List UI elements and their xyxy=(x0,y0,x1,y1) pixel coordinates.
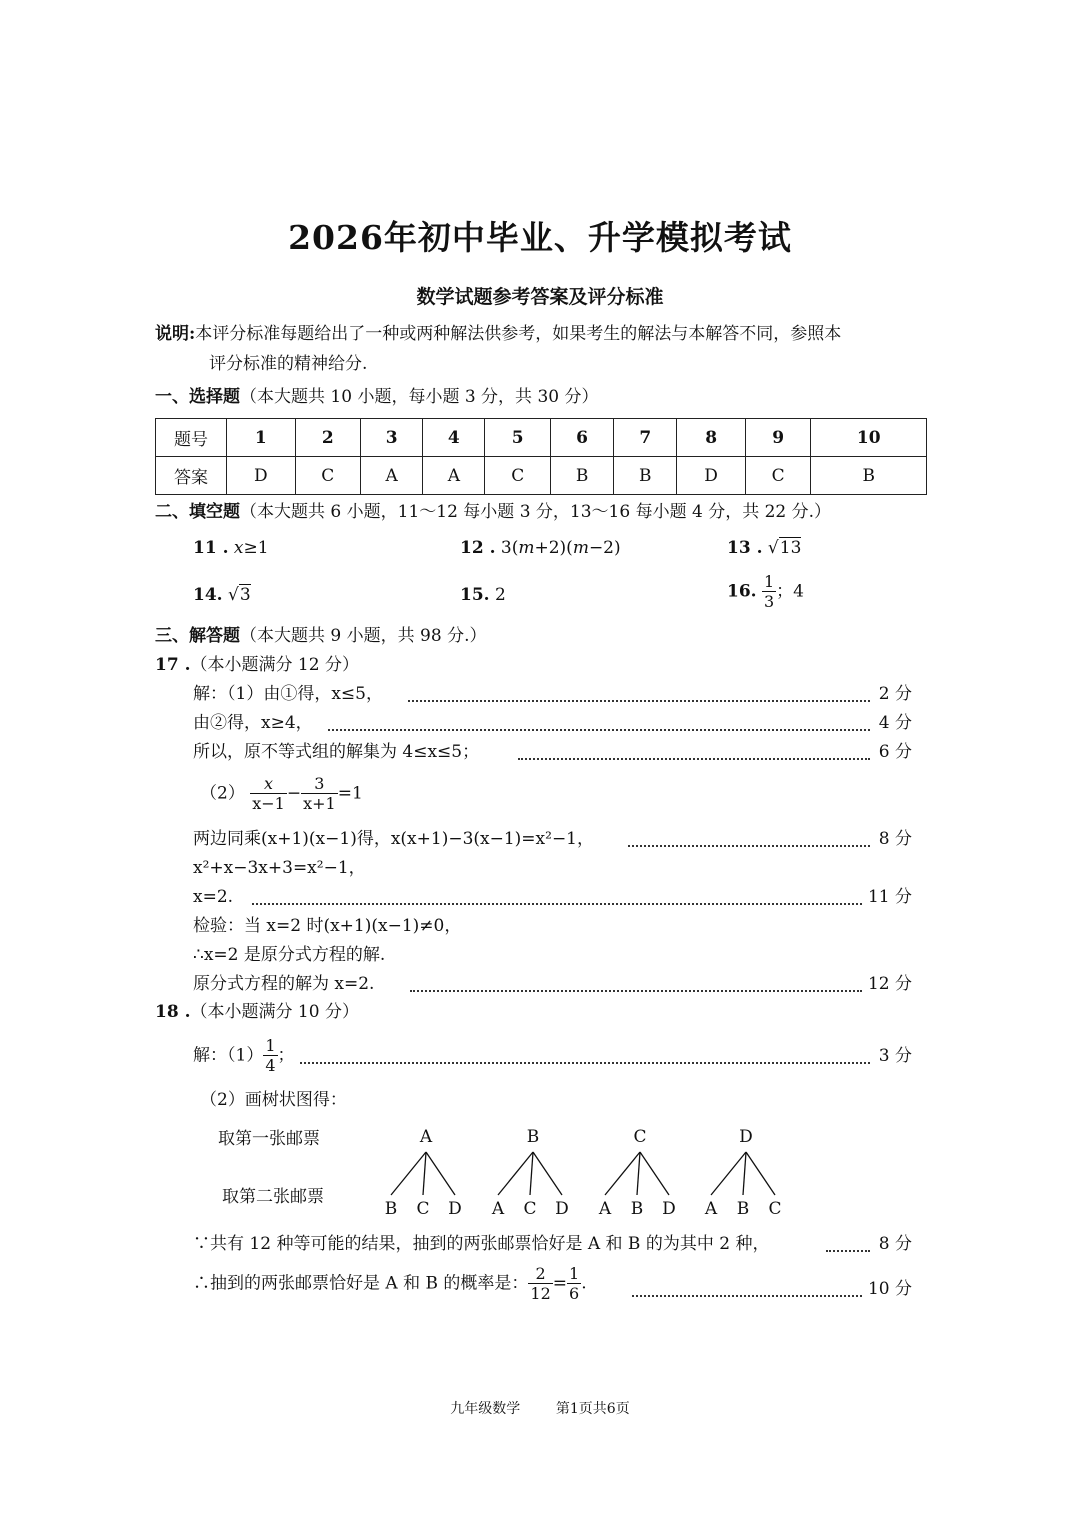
period: . xyxy=(581,1273,587,1294)
q18-prob-fraction-2 xyxy=(567,1264,581,1303)
leader-dots xyxy=(300,1062,870,1064)
tree-node-second: D xyxy=(555,1199,569,1219)
tree-branch xyxy=(391,1152,426,1195)
fill-q11-num: 11 . xyxy=(193,538,229,558)
tree-node-first: B xyxy=(526,1127,540,1147)
section1-desc: （本大题共 10 小题，每小题 3 分，共 30 分） xyxy=(240,387,599,407)
fill-q11-answer: ≥1 xyxy=(243,538,269,558)
q18-heading xyxy=(155,1000,359,1024)
leader-dots xyxy=(410,990,862,992)
note-line1 xyxy=(155,322,841,346)
tree-branch xyxy=(746,1152,775,1195)
tree-node-second: C xyxy=(523,1199,537,1219)
page-title: 2026年初中毕业、升学模拟考试 xyxy=(288,218,792,257)
table-header-answer: 答案 xyxy=(156,457,227,495)
section3-heading xyxy=(155,624,486,648)
fill-q12-part: 3( xyxy=(500,538,519,558)
fraction-numerator: 1 xyxy=(569,1264,580,1283)
fill-q16-fraction xyxy=(762,572,776,611)
fill-q11-var: x xyxy=(233,538,244,558)
tree-node-second: C xyxy=(416,1199,430,1219)
tree-node-second: A xyxy=(491,1199,505,1219)
score-label: 2 分 xyxy=(878,684,912,704)
tree-branch xyxy=(743,1152,746,1195)
table-cell: B xyxy=(551,457,614,495)
q18-header: （本小题满分 10 分） xyxy=(190,1002,359,1022)
tree-node-first: C xyxy=(633,1127,647,1147)
q17-line9: 原分式方程的解为 x=2. xyxy=(193,974,375,994)
section3-desc: （本大题共 9 小题，共 98 分.） xyxy=(240,626,487,646)
leader-dots xyxy=(826,1250,870,1252)
q17-header: （本小题满分 12 分） xyxy=(190,655,359,675)
minus-sign: − xyxy=(286,783,302,804)
score-label: 10 分 xyxy=(867,1279,912,1299)
q18-part1 xyxy=(193,1036,295,1075)
fill-q13-radicand: 13 xyxy=(779,538,802,558)
equals-sign: = xyxy=(552,1273,567,1294)
q17-number: 17 . xyxy=(155,655,191,675)
q17-line7: 检验：当 x=2 时(x+1)(x−1)≠0， xyxy=(193,916,462,936)
q18-line2-text: ∴抽到的两张邮票恰好是 A 和 B 的概率是： xyxy=(193,1273,529,1294)
table-row-numbers xyxy=(156,419,927,457)
fraction-denominator: 3 xyxy=(763,592,775,611)
tree-branch xyxy=(533,1152,562,1195)
q17-line4: 两边同乘(x+1)(x−1)得，x(x+1)−3(x−1)=x²−1， xyxy=(193,829,595,849)
fill-q11 xyxy=(193,536,269,560)
tree-branch xyxy=(498,1152,533,1195)
table-cell: 2 xyxy=(295,419,361,457)
section1-label: 一、选择题 xyxy=(155,387,240,407)
table-cell: 5 xyxy=(485,419,551,457)
leader-dots xyxy=(628,845,870,847)
table-cell: 10 xyxy=(811,419,927,457)
fraction-denominator: x−1 xyxy=(252,794,285,813)
fraction-numerator: 1 xyxy=(265,1036,276,1055)
tree-branch xyxy=(605,1152,640,1195)
table-cell: C xyxy=(745,457,811,495)
tree-branch xyxy=(640,1152,669,1195)
tree-node-second: B xyxy=(384,1199,398,1219)
leader-dots xyxy=(252,903,862,905)
score-label: 8 分 xyxy=(878,829,912,849)
fill-q13-num: 13 . xyxy=(727,538,763,558)
fraction-numerator: x xyxy=(250,774,287,794)
table-cell: 6 xyxy=(551,419,614,457)
note-label: 说明: xyxy=(155,324,196,344)
fill-q14-num: 14. xyxy=(193,585,223,605)
score-label: 4 分 xyxy=(878,713,912,733)
table-cell: C xyxy=(485,457,551,495)
table-cell: A xyxy=(361,457,423,495)
q18-line2 xyxy=(193,1264,587,1303)
note-text1: 本评分标准每题给出了一种或两种解法供参考，如果考生的解法与本解答不同，参照本 xyxy=(195,324,842,344)
tree-node-second: A xyxy=(704,1199,718,1219)
leader-dots xyxy=(328,729,870,731)
page-subtitle: 数学试题参考答案及评分标准 xyxy=(416,286,664,308)
fill-q15 xyxy=(460,583,506,607)
fill-q12-var: m xyxy=(518,538,535,558)
fill-q14-radicand: 3 xyxy=(239,585,251,605)
fraction-denominator: 12 xyxy=(530,1284,551,1303)
section2-desc: （本大题共 6 小题，11～12 每小题 3 分，13～16 每小题 4 分，共 22 分.） xyxy=(240,502,832,522)
q17-line6: x=2. xyxy=(193,887,234,907)
fraction-numerator: 2 xyxy=(528,1264,552,1284)
fill-q15-num: 15. xyxy=(460,585,490,605)
fraction-numerator: 3 xyxy=(301,774,338,794)
tree-row1-label: 取第一张邮票 xyxy=(218,1129,320,1149)
table-cell: 1 xyxy=(227,419,296,457)
fill-q16-rest: ；4 xyxy=(776,581,804,602)
tree-node-second: A xyxy=(598,1199,612,1219)
fill-q14 xyxy=(193,583,251,607)
score-label: 6 分 xyxy=(878,742,912,762)
fraction-denominator: 4 xyxy=(265,1056,276,1075)
tree-diagram xyxy=(200,1120,800,1230)
q17-line3: 所以，原不等式组的解集为 4≤x≤5； xyxy=(193,742,480,762)
tree-node-first: A xyxy=(419,1127,433,1147)
q17-equation xyxy=(200,774,363,813)
tree-node-second: B xyxy=(630,1199,644,1219)
score-label: 3 分 xyxy=(878,1046,912,1066)
fill-q12-num: 12 . xyxy=(460,538,496,558)
section1-heading xyxy=(155,385,599,409)
fill-q12-part: +2)( xyxy=(534,538,573,558)
note-line2: 评分标准的精神给分. xyxy=(209,354,368,374)
q17-line5: x²+x−3x+3=x²−1， xyxy=(193,858,366,878)
q17-line2: 由②得，x≥4， xyxy=(193,713,313,733)
table-cell: 4 xyxy=(423,419,485,457)
table-cell: A xyxy=(423,457,485,495)
q18-fraction xyxy=(263,1036,277,1075)
section3-label: 三、解答题 xyxy=(155,626,240,646)
table-cell: C xyxy=(295,457,361,495)
sqrt-symbol: √ xyxy=(227,585,239,605)
fill-q12-var: m xyxy=(572,538,589,558)
score-label: 11 分 xyxy=(867,887,912,907)
fill-q12 xyxy=(460,536,621,560)
tree-node-second: B xyxy=(736,1199,750,1219)
fraction-numerator: 1 xyxy=(763,572,775,591)
table-cell: D xyxy=(227,457,296,495)
q17-heading xyxy=(155,653,359,677)
tree-node-second: C xyxy=(768,1199,782,1219)
table-cell: B xyxy=(811,457,927,495)
q18-part1-label: 解：（1） xyxy=(193,1045,264,1066)
tree-branch xyxy=(426,1152,455,1195)
tree-node-second: D xyxy=(448,1199,462,1219)
table-cell: 8 xyxy=(677,419,746,457)
table-cell: 9 xyxy=(745,419,811,457)
table-row-answers xyxy=(156,457,927,495)
fill-q13 xyxy=(727,536,801,560)
equals-one: =1 xyxy=(337,783,363,804)
sqrt-symbol: √ xyxy=(767,538,779,558)
table-header-number: 题号 xyxy=(156,419,227,457)
q18-line1: ∵共有 12 种等可能的结果，抽到的两张邮票恰好是 A 和 B 的为其中 2 种， xyxy=(193,1234,770,1254)
table-cell: B xyxy=(614,457,677,495)
score-label: 12 分 xyxy=(867,974,912,994)
footer-page-number: 第1页共6页 xyxy=(555,1401,630,1417)
q18-number: 18 . xyxy=(155,1002,191,1022)
tree-node-second: D xyxy=(662,1199,676,1219)
footer-subject: 九年级数学 xyxy=(450,1401,521,1417)
q17-fraction-2 xyxy=(301,774,338,813)
q18-part2: （2）画树状图得： xyxy=(200,1090,347,1110)
fraction-denominator: 6 xyxy=(569,1284,580,1303)
fraction-denominator: x+1 xyxy=(303,794,336,813)
table-cell: 7 xyxy=(614,419,677,457)
answer-table xyxy=(155,418,927,495)
q18-part1-end: ； xyxy=(277,1045,295,1066)
leader-dots xyxy=(632,1295,862,1297)
tree-branch xyxy=(530,1152,533,1195)
q17-fraction-1 xyxy=(250,774,287,813)
table-cell: 3 xyxy=(361,419,423,457)
fill-q16 xyxy=(727,572,804,611)
score-label: 8 分 xyxy=(878,1234,912,1254)
fill-q15-answer: 2 xyxy=(494,585,506,605)
leader-dots xyxy=(408,700,870,702)
tree-node-first: D xyxy=(739,1127,753,1147)
q17-line8: ∴x=2 是原分式方程的解. xyxy=(193,945,386,965)
table-cell: D xyxy=(677,457,746,495)
tree-branch xyxy=(423,1152,426,1195)
section2-heading xyxy=(155,500,831,524)
fill-q12-part: −2) xyxy=(588,538,621,558)
section2-label: 二、填空题 xyxy=(155,502,240,522)
tree-branch xyxy=(711,1152,746,1195)
page-footer xyxy=(0,1398,1080,1418)
q18-prob-fraction-1 xyxy=(528,1264,552,1303)
q17-part2-label: （2） xyxy=(200,783,245,804)
fill-q16-num: 16. xyxy=(727,581,757,602)
tree-row2-label: 取第二张邮票 xyxy=(222,1187,324,1207)
leader-dots xyxy=(518,758,870,760)
tree-branch xyxy=(637,1152,640,1195)
q17-line1: 解：（1）由①得，x≤5， xyxy=(193,684,383,704)
